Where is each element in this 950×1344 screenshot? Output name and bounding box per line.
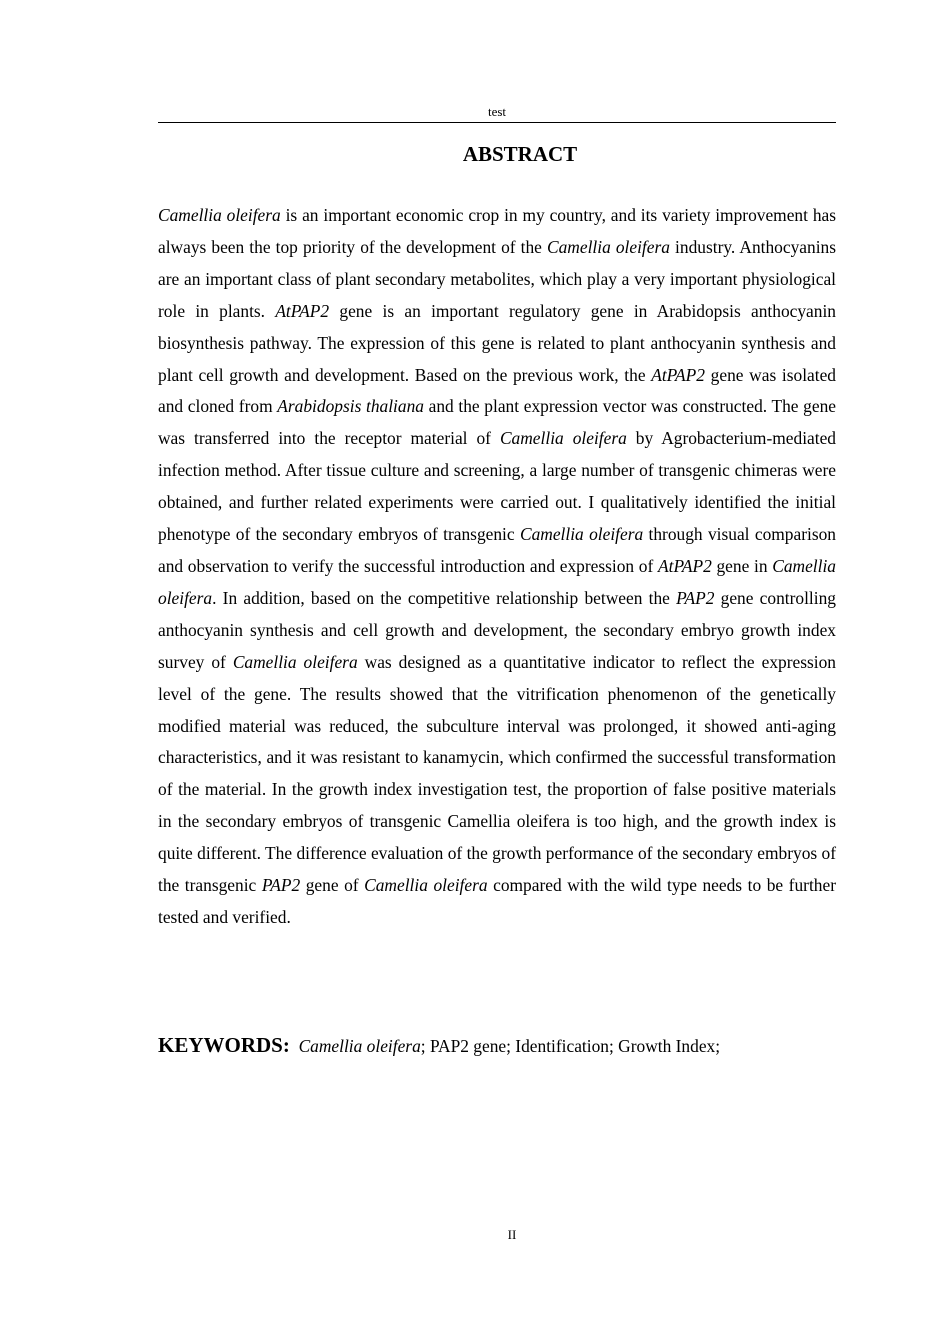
keywords-list: ; PAP2 gene; Identification; Growth Index;	[420, 1036, 721, 1056]
species-name: Camellia oleifera	[499, 428, 627, 449]
abstract-text: compared with the wild type needs to be further tested and verified.	[158, 875, 837, 927]
abstract-text: gene controlling anthocyanin synthesis and cell growth and development, the secondary embryo growth index survey of	[158, 587, 836, 672]
abstract-title: ABSTRACT	[462, 142, 578, 166]
abstract-text: by Agrobacterium-mediated infection method. After tissue culture and screening, a large number of transgenic chimeras were obtained, and further related experiments were carried out. I qualitatively identified the initial phenotype of the secondary embryos of transgenic	[158, 428, 836, 545]
abstract-text: gene of	[300, 875, 365, 896]
header-divider	[158, 122, 836, 123]
gene-name: AtPAP2	[657, 555, 712, 576]
species-name: Camellia oleifera	[232, 651, 358, 672]
species-name: Camellia oleifera	[519, 524, 644, 545]
species-name: Arabidopsis thaliana	[277, 396, 424, 417]
abstract-text: was designed as a quantitative indicator to reflect the expression level of the gene. The results showed that the vitrification phenomenon of the genetically modified material was reduced, the subculture interval was prolonged, it showed anti-aging characteristics, and it was resistant to kanamycin, which confirmed the successful transformation of the material. In the growth index investigation test, the proportion of false positive materials in the secondary embryos of transgenic Camellia oleifera is too high, and the growth index is quite different. The difference evaluation of the growth performance of the secondary embryos of the transgenic	[158, 651, 836, 896]
abstract-text: gene was isolated and cloned from	[158, 364, 836, 417]
abstract-text: . In addition, based on the competitive relationship between the	[212, 587, 677, 608]
running-header: test	[487, 104, 507, 119]
gene-name: AtPAP2	[651, 364, 705, 385]
keywords-line	[158, 1029, 836, 1062]
species-name: Camellia oleifera	[364, 875, 488, 896]
species-name: Camellia oleifera	[547, 236, 670, 257]
species-name: Camellia oleifera	[158, 555, 836, 608]
gene-name: AtPAP2	[275, 300, 330, 321]
keyword-species: Camellia oleifera	[298, 1036, 421, 1056]
abstract-text: and the plant expression vector was constructed. The gene was transferred into the receptor material of	[158, 396, 836, 449]
keywords-label: KEYWORDS:	[158, 1033, 290, 1057]
gene-name: PAP2	[676, 587, 715, 608]
abstract-text: industry. Anthocyanins are an important class of plant secondary metabolites, which play a very important physiological role in plants.	[158, 236, 837, 321]
abstract-text: gene is an important regulatory gene in Arabidopsis anthocyanin biosynthesis pathway. The expression of this gene is related to plant anthocyanin synthesis and plant cell growth and development. Based on the previous work, the	[158, 300, 836, 385]
abstract-text: through visual comparison and observation to verify the successful introduction and expression of	[158, 524, 836, 576]
abstract-text: gene in	[711, 555, 773, 576]
abstract-text: is an important economic crop in my country, and its variety improvement has always been the top priority of the development of the	[158, 205, 836, 257]
page-number: II	[507, 1227, 517, 1242]
gene-name: PAP2	[261, 875, 301, 896]
abstract-body	[158, 200, 836, 934]
species-name: Camellia oleifera	[158, 205, 281, 225]
